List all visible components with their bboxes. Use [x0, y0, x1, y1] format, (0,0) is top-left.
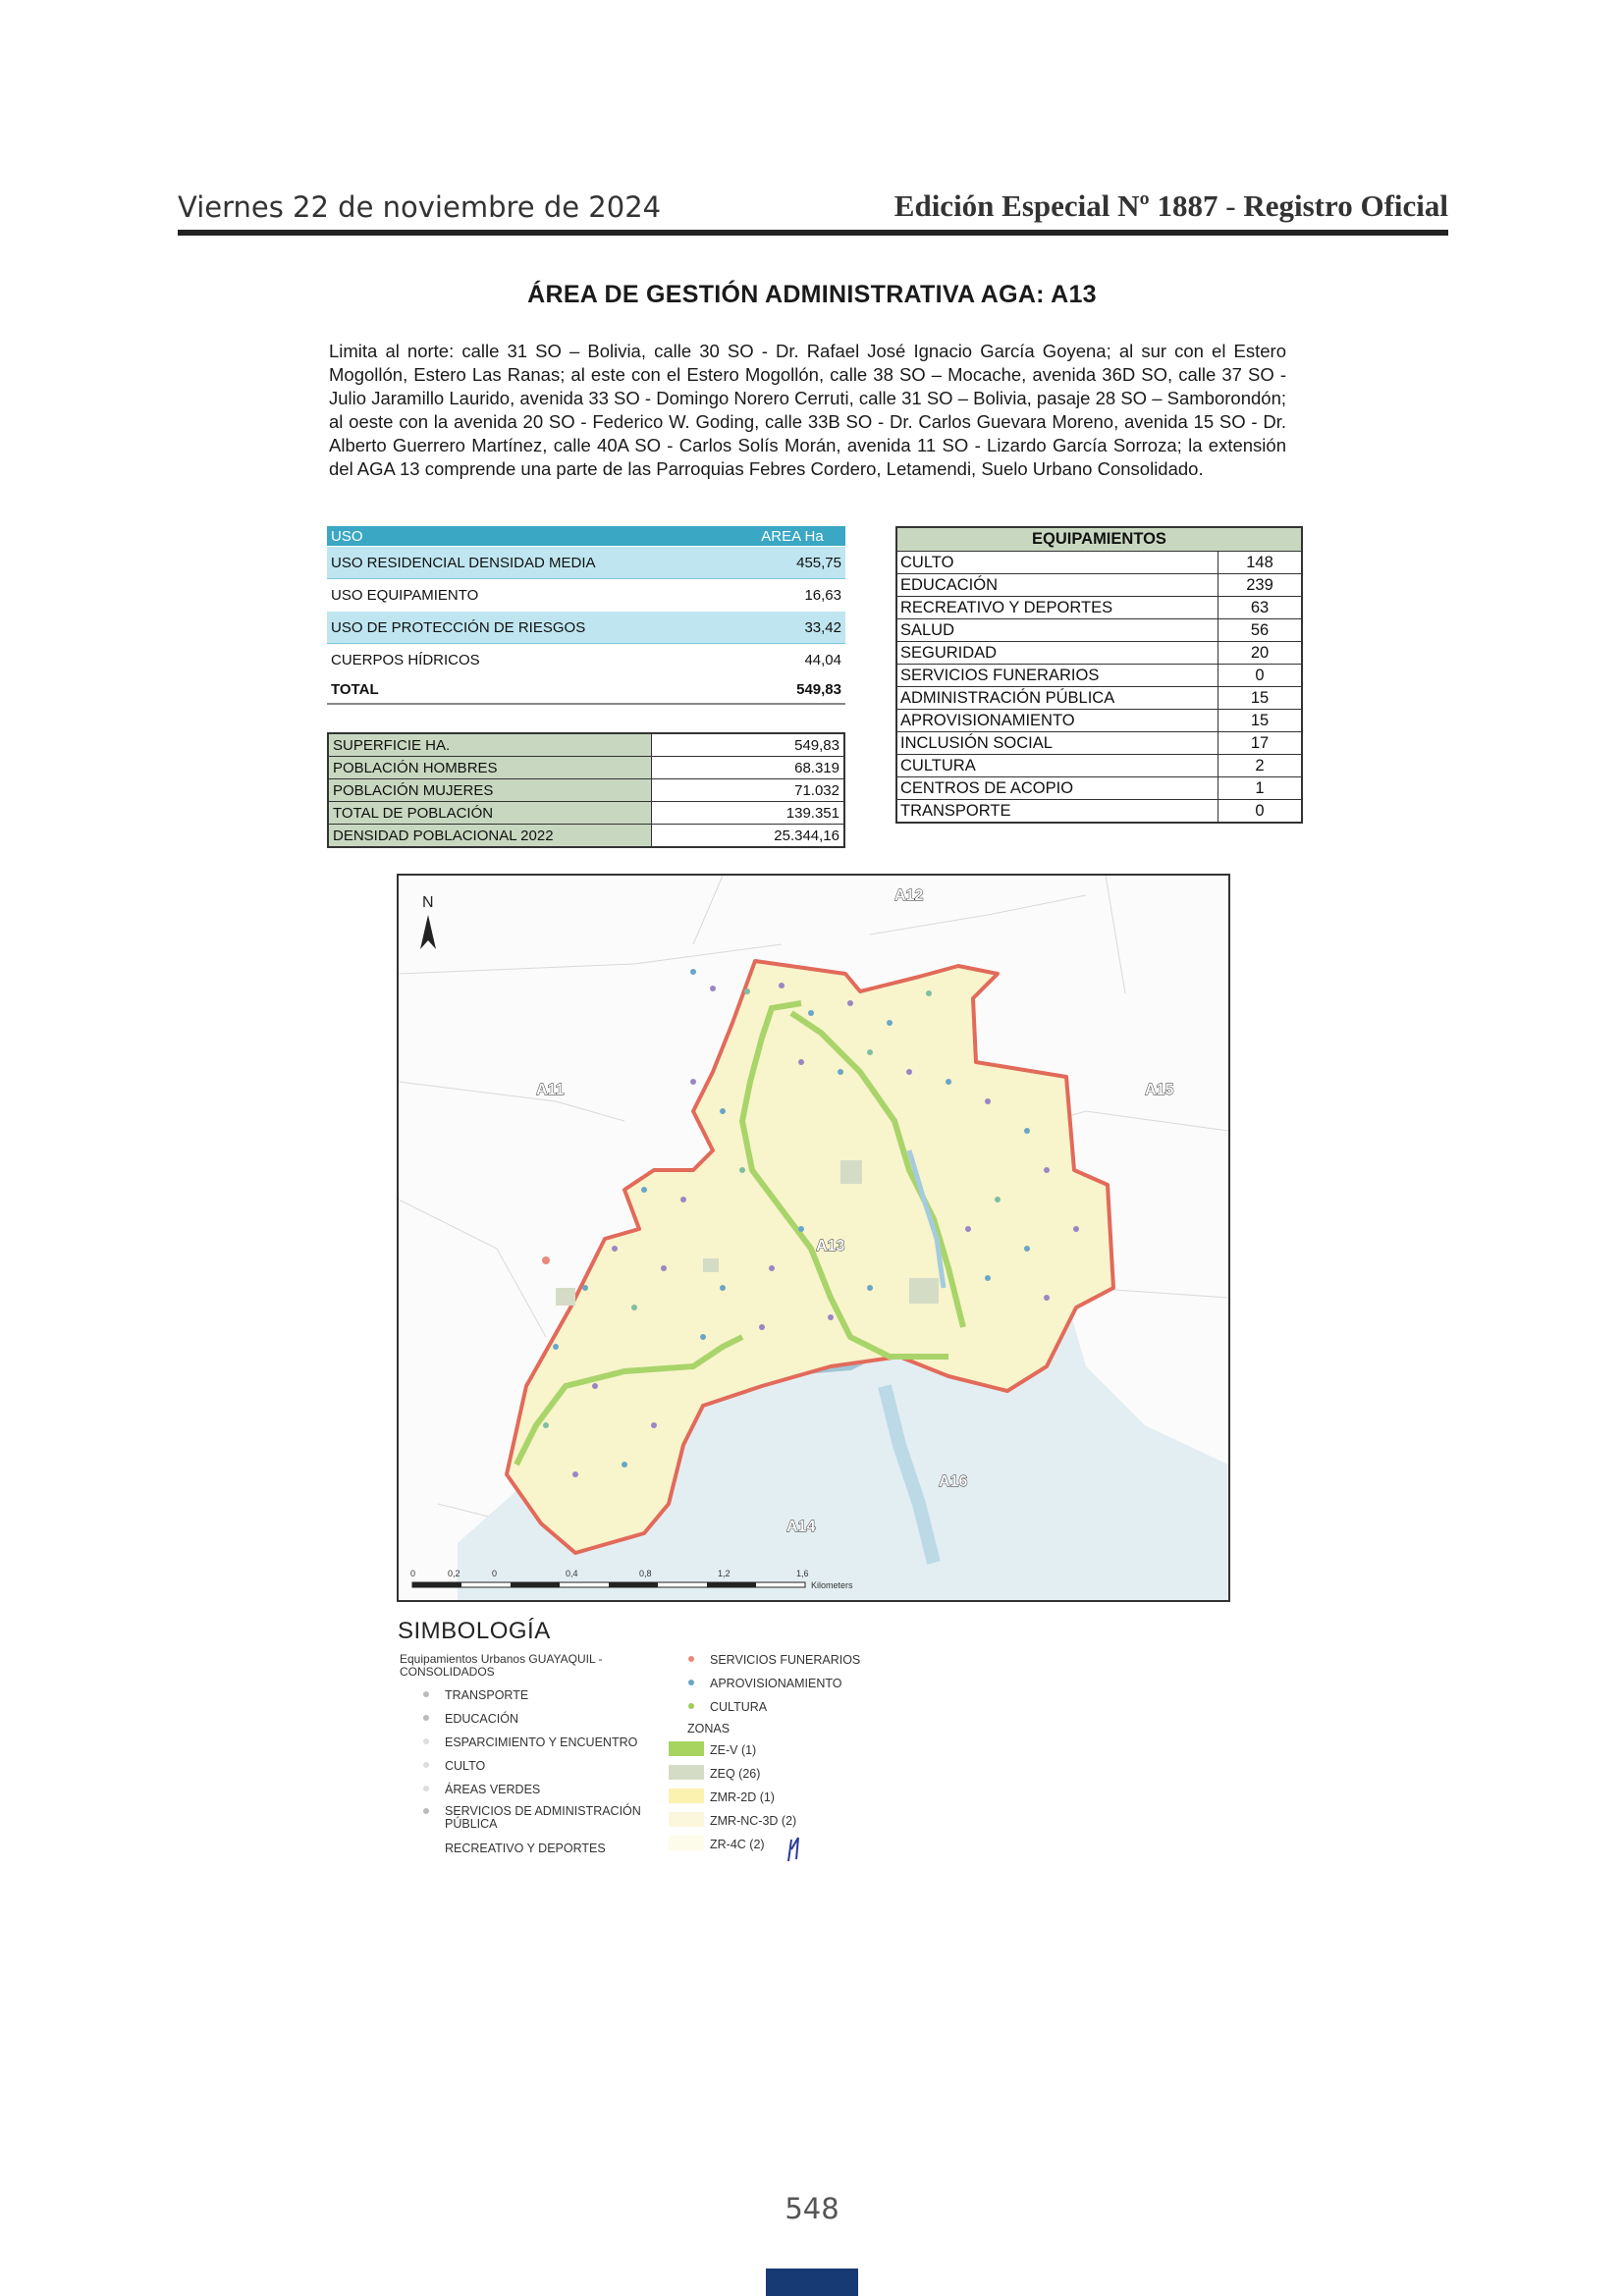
legend-item-label: ESPARCIMIENTO Y ENCUENTRO: [445, 1735, 638, 1749]
transport-dot-icon: [423, 1691, 429, 1697]
table-row: [896, 710, 1302, 732]
equip-value: 20: [1218, 642, 1303, 665]
zone-label: ZR-4C (2): [710, 1838, 765, 1851]
pop-value: 71.032: [652, 779, 845, 802]
label-a15: A15: [1145, 1082, 1174, 1098]
legend-item-label: RECREATIVO Y DEPORTES: [445, 1842, 606, 1855]
supply-dot-icon: [688, 1680, 694, 1685]
equip-value: 239: [1218, 574, 1303, 597]
north-label: N: [422, 894, 434, 911]
legend-item: [710, 1677, 842, 1690]
label-a11: A11: [536, 1082, 565, 1098]
label-a14: A14: [786, 1519, 816, 1535]
total-label: TOTAL: [327, 675, 739, 704]
zeq-patch: [703, 1258, 719, 1272]
equip-value: 1: [1218, 777, 1303, 800]
equip-label: CULTURA: [896, 755, 1218, 777]
total-value: 549,83: [739, 675, 845, 704]
population-table: [327, 732, 845, 848]
zone-swatch: [669, 1765, 704, 1780]
legend-subtitle: Equipamientos Urbanos GUAYAQUIL - CONSOLIDADOS: [400, 1652, 603, 1679]
footer-bar: [766, 2269, 858, 2296]
handwritten-initial-icon: [783, 1832, 806, 1865]
zone-swatch: [669, 1836, 704, 1850]
header-publication: [894, 188, 1448, 224]
legend-item: [710, 1700, 767, 1714]
scale-tick: 0,4: [566, 1569, 578, 1578]
equip-label: ADMINISTRACIÓN PÚBLICA: [896, 687, 1218, 710]
intro-paragraph: Limita al norte: calle 31 SO – Bolivia, calle 30 SO - Dr. Rafael José Ignacio García Goyena; al sur con el Estero Mogollón, Estero Las Ranas; al este con el Estero Mogollón, calle 38 SO – Mocache, avenida 36D SO, calle 37 SO - Julio Jaramillo Laurido, avenida 33 SO - Domingo Norero Cerruti, calle 31 SO – Bolivia, pasaje 28 SO – Samborondón; al oeste con la avenida 20 SO - Federico W. Goding, calle 33B SO - Dr. Carlos Guevara Moreno, avenida 15 SO - Dr. Alberto Guerrero Martínez, calle 40A SO - Carlos Solís Morán, avenida 11 SO - Lizardo García Sorroza; la extensión del AGA 13 comprende una parte de las Parroquias Febres Cordero, Letamendi, Suelo Urbano Consolidado.: [329, 341, 1286, 479]
legend-title: SIMBOLOGÍA: [398, 1618, 551, 1644]
table-row: [896, 755, 1302, 777]
zone-label: ZEQ (26): [710, 1767, 761, 1781]
scale-tick: 0,2: [448, 1569, 460, 1578]
funeral-dot-icon: [688, 1656, 694, 1662]
equip-label: EDUCACIÓN: [896, 574, 1218, 597]
label-a12: A12: [894, 887, 924, 904]
uso-label: CUERPOS HÍDRICOS: [327, 644, 739, 676]
zeq-patch: [840, 1160, 862, 1184]
scale-tick: 0,8: [639, 1569, 652, 1578]
education-dot-icon: [423, 1715, 429, 1721]
zeq-patch: [556, 1288, 575, 1306]
equip-label: CENTROS DE ACOPIO: [896, 777, 1218, 800]
table-row: [328, 779, 844, 802]
legend-item: [445, 1759, 485, 1773]
table-row: [327, 547, 845, 579]
pop-label: SUPERFICIE HA.: [328, 733, 652, 757]
legend-item-label: SERVICIOS DE ADMINISTRACIÓN PÚBLICA: [445, 1804, 641, 1831]
page-title: ÁREA DE GESTIÓN ADMINISTRATIVA AGA: A13: [527, 281, 1097, 308]
equip-label: CULTO: [896, 552, 1218, 574]
equip-value: 15: [1218, 710, 1303, 732]
table-row: [896, 619, 1302, 642]
legend-item-label: ÁREAS VERDES: [445, 1783, 541, 1796]
equip-value: 2: [1218, 755, 1303, 777]
zonas-title: ZONAS: [687, 1722, 731, 1735]
table-row: [328, 757, 844, 779]
table-row: [896, 665, 1302, 687]
equip-value: 63: [1218, 597, 1303, 619]
scale-tick: 0: [492, 1569, 498, 1578]
table-row: [327, 579, 845, 612]
uso-label: USO DE PROTECCIÓN DE RIESGOS: [327, 612, 739, 644]
pop-value: 139.351: [652, 802, 845, 825]
equip-label: TRANSPORTE: [896, 800, 1218, 824]
equip-value: 15: [1218, 687, 1303, 710]
table-row: [328, 825, 844, 848]
uso-value: 44,04: [739, 644, 845, 676]
equip-label: SEGURIDAD: [896, 642, 1218, 665]
legend-item: [710, 1653, 860, 1667]
table-row: [896, 574, 1302, 597]
table-row: [896, 552, 1302, 574]
admin-dot-icon: [423, 1808, 429, 1814]
scale-tick: 1,6: [796, 1569, 809, 1578]
pop-value: 549,83: [652, 733, 845, 757]
equipamientos-title: EQUIPAMIENTOS: [896, 527, 1302, 552]
table-row: [896, 687, 1302, 710]
table-row: [896, 642, 1302, 665]
legend-item: [445, 1735, 637, 1749]
table-row: [896, 800, 1302, 824]
table-row: [896, 732, 1302, 755]
page-header: [178, 185, 1448, 236]
zeq-patch: [909, 1278, 939, 1304]
legend-item-label: TRANSPORTE: [445, 1688, 529, 1702]
legend-item: [445, 1805, 690, 1831]
uso-value: 33,42: [739, 612, 845, 644]
legend-item-label: CULTO: [445, 1759, 486, 1773]
legend-item-label: APROVISIONAMIENTO: [710, 1677, 842, 1690]
label-a16: A16: [939, 1473, 968, 1490]
equip-label: SALUD: [896, 619, 1218, 642]
publication-edition: Edición Especial Nº 1887: [893, 188, 1218, 223]
pop-value: 25.344,16: [652, 825, 845, 848]
pop-label: POBLACIÓN HOMBRES: [328, 757, 652, 779]
scale-tick: 1,2: [718, 1569, 731, 1578]
equip-label: INCLUSIÓN SOCIAL: [896, 732, 1218, 755]
uso-value: 455,75: [739, 547, 845, 579]
uso-label: USO EQUIPAMIENTO: [327, 579, 739, 612]
equip-value: 0: [1218, 665, 1303, 687]
page-number: 548: [785, 2192, 839, 2225]
equipamientos-table: [895, 526, 1303, 824]
equip-label: RECREATIVO Y DEPORTES: [896, 597, 1218, 619]
table-row: [896, 597, 1302, 619]
zone-label: ZMR-2D (1): [710, 1790, 775, 1804]
table-row: [327, 644, 845, 676]
equip-label: APROVISIONAMIENTO: [896, 710, 1218, 732]
pop-label: POBLACIÓN MUJERES: [328, 779, 652, 802]
culto-dot-icon: [423, 1762, 429, 1768]
uso-table: [327, 526, 845, 705]
map-canvas: [399, 876, 1228, 1600]
pop-label: DENSIDAD POBLACIONAL 2022: [328, 825, 652, 848]
scale-tick: 0: [410, 1569, 416, 1578]
publication-name: Registro Oficial: [1243, 188, 1448, 223]
equip-value: 17: [1218, 732, 1303, 755]
table-row: [896, 777, 1302, 800]
culture-dot-icon: [688, 1703, 694, 1709]
legend-item: [445, 1842, 606, 1855]
scale-unit: Kilometers: [811, 1580, 853, 1590]
equip-value: 56: [1218, 619, 1303, 642]
legend-item-label: SERVICIOS FUNERARIOS: [710, 1653, 861, 1667]
label-a13: A13: [816, 1238, 845, 1255]
legend-item: [445, 1783, 540, 1796]
uso-value: 16,63: [739, 579, 845, 612]
legend-item: [445, 1712, 518, 1726]
uso-label: USO RESIDENCIAL DENSIDAD MEDIA: [327, 547, 739, 579]
zone-swatch: [669, 1789, 704, 1803]
legend-item-label: EDUCACIÓN: [445, 1712, 519, 1726]
equip-label: SERVICIOS FUNERARIOS: [896, 665, 1218, 687]
header-rule: [178, 230, 1448, 236]
zone-label: ZMR-NC-3D (2): [710, 1814, 797, 1828]
table-row: [328, 733, 844, 757]
zone-label: ZE-V (1): [710, 1743, 757, 1757]
area-col-header: AREA Ha: [739, 526, 845, 547]
green-area-dot-icon: [423, 1786, 429, 1791]
zone-swatch: [669, 1741, 704, 1756]
table-row: [328, 802, 844, 825]
equip-value: 0: [1218, 800, 1303, 824]
equip-value: 148: [1218, 552, 1303, 574]
map-legend: [398, 1618, 908, 1863]
total-row: [327, 675, 845, 704]
uso-col-header: USO: [327, 526, 739, 547]
aga-map: [397, 874, 1230, 1602]
header-date: Viernes 22 de noviembre de 2024: [178, 190, 662, 224]
table-row: [327, 612, 845, 644]
scale-bar: [412, 1582, 805, 1587]
zone-swatch: [669, 1812, 704, 1827]
legend-item-label: CULTURA: [710, 1700, 768, 1714]
legend-item: [445, 1688, 528, 1702]
recreation-dot-icon: [423, 1738, 429, 1744]
publication-separator: -: [1218, 188, 1244, 223]
pop-value: 68.319: [652, 757, 845, 779]
pop-label: TOTAL DE POBLACIÓN: [328, 802, 652, 825]
